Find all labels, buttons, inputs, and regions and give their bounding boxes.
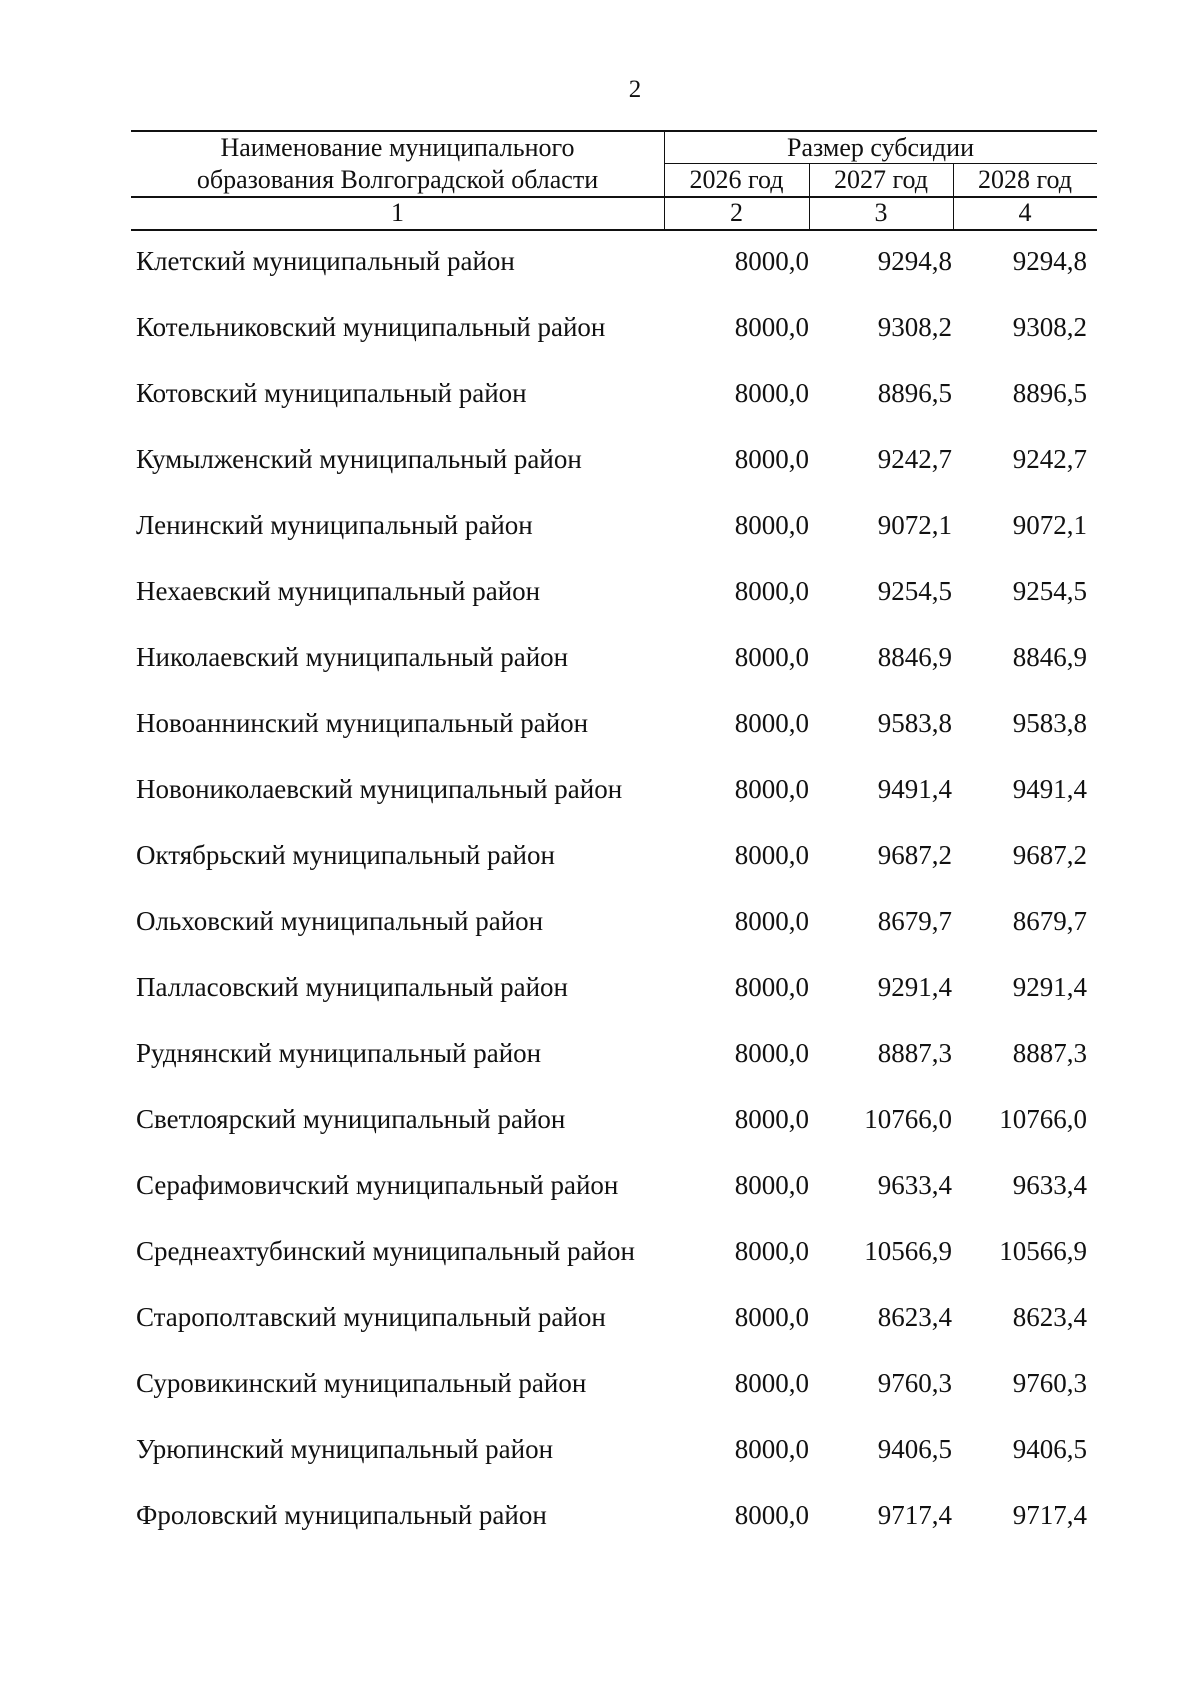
table-row (131, 1163, 1097, 1207)
row-value-2027: 9717,4 (877, 1500, 952, 1530)
table-row (131, 1493, 1097, 1537)
row-value-2026: 8000,0 (734, 1038, 809, 1068)
row-value-2026: 8000,0 (734, 1170, 809, 1200)
row-name: Светлоярский муниципальный район (136, 1104, 566, 1134)
row-value-2026: 8000,0 (734, 1500, 809, 1530)
table-header (131, 130, 1097, 230)
row-name: Руднянский муниципальный район (136, 1038, 542, 1068)
header-year-2026: 2026 год (689, 165, 784, 194)
row-value-2026: 8000,0 (734, 576, 809, 606)
row-value-2028: 9491,4 (1012, 774, 1087, 804)
row-value-2026: 8000,0 (734, 1302, 809, 1332)
row-value-2027: 8846,9 (877, 642, 952, 672)
row-name: Среднеахтубинский муниципальный район (136, 1236, 635, 1266)
row-name: Суровикинский муниципальный район (136, 1368, 587, 1398)
row-name: Старополтавский муниципальный район (136, 1302, 606, 1332)
row-value-2026: 8000,0 (734, 444, 809, 474)
row-value-2027: 9072,1 (877, 510, 952, 540)
row-value-2027: 8679,7 (877, 906, 952, 936)
row-value-2028: 8896,5 (1012, 378, 1087, 408)
row-name: Котовский муниципальный район (136, 378, 527, 408)
table-row (131, 239, 1097, 283)
row-value-2028: 10766,0 (999, 1104, 1087, 1134)
row-name: Котельниковский муниципальный район (136, 312, 606, 342)
row-name: Ольховский муниципальный район (136, 906, 544, 936)
table-row (131, 503, 1097, 547)
table-row (131, 1295, 1097, 1339)
table-row (131, 1097, 1097, 1141)
row-name: Николаевский муниципальный район (136, 642, 569, 672)
row-name: Урюпинский муниципальный район (136, 1434, 554, 1464)
row-name: Октябрьский муниципальный район (136, 840, 555, 870)
row-value-2027: 9687,2 (877, 840, 952, 870)
header-colnum-1: 1 (391, 198, 404, 227)
row-value-2028: 8679,7 (1012, 906, 1087, 936)
row-value-2027: 9491,4 (877, 774, 952, 804)
row-value-2026: 8000,0 (734, 972, 809, 1002)
row-name: Клетский муниципальный район (136, 246, 515, 276)
header-year-2027: 2027 год (834, 165, 928, 194)
header-colnum-4: 4 (1018, 198, 1032, 227)
table-row (131, 899, 1097, 943)
row-value-2028: 9254,5 (1012, 576, 1087, 606)
row-value-2027: 10566,9 (864, 1236, 952, 1266)
row-value-2028: 9291,4 (1012, 972, 1087, 1002)
row-value-2028: 9294,8 (1012, 246, 1087, 276)
header-year-2028: 2028 год (978, 165, 1072, 194)
table-row (131, 701, 1097, 745)
row-value-2026: 8000,0 (734, 1236, 809, 1266)
row-value-2028: 9717,4 (1012, 1500, 1087, 1530)
row-value-2028: 9633,4 (1012, 1170, 1087, 1200)
row-name: Фроловский муниципальный район (136, 1500, 547, 1530)
row-value-2028: 9760,3 (1012, 1368, 1087, 1398)
row-value-2027: 9760,3 (877, 1368, 952, 1398)
row-value-2027: 8896,5 (877, 378, 952, 408)
row-value-2026: 8000,0 (734, 1368, 809, 1398)
row-value-2028: 9242,7 (1012, 444, 1087, 474)
row-value-2026: 8000,0 (734, 774, 809, 804)
row-value-2027: 10766,0 (864, 1104, 952, 1134)
row-name: Новоаннинский муниципальный район (136, 708, 589, 738)
row-value-2027: 9308,2 (877, 312, 952, 342)
row-value-2027: 9583,8 (877, 708, 952, 738)
row-value-2026: 8000,0 (734, 708, 809, 738)
row-value-2026: 8000,0 (734, 510, 809, 540)
row-value-2026: 8000,0 (734, 642, 809, 672)
row-value-2027: 9242,7 (877, 444, 952, 474)
row-value-2027: 9406,5 (877, 1434, 952, 1464)
table-row (131, 965, 1097, 1009)
row-name: Кумылженский муниципальный район (136, 444, 582, 474)
row-value-2026: 8000,0 (734, 312, 809, 342)
header-name-line2: образования Волгоградской области (196, 165, 599, 194)
table-row (131, 1031, 1097, 1075)
table-row (131, 1229, 1097, 1273)
table-row (131, 833, 1097, 877)
row-value-2028: 9308,2 (1012, 312, 1087, 342)
row-value-2026: 8000,0 (734, 378, 809, 408)
row-value-2027: 9633,4 (877, 1170, 952, 1200)
header-name-line1: Наименование муниципального (220, 133, 575, 162)
row-value-2027: 9291,4 (877, 972, 952, 1002)
row-value-2026: 8000,0 (734, 1104, 809, 1134)
row-value-2027: 9254,5 (877, 576, 952, 606)
header-subsidy: Размер субсидии (787, 133, 974, 162)
row-value-2028: 8887,3 (1012, 1038, 1087, 1068)
table-row (131, 305, 1097, 349)
row-value-2027: 9294,8 (877, 246, 952, 276)
row-value-2026: 8000,0 (734, 246, 809, 276)
row-value-2026: 8000,0 (734, 906, 809, 936)
table-row (131, 1361, 1097, 1405)
header-colnum-3: 3 (874, 198, 888, 227)
table-row (131, 767, 1097, 811)
row-value-2026: 8000,0 (734, 840, 809, 870)
row-value-2028: 9687,2 (1012, 840, 1087, 870)
row-value-2028: 8623,4 (1012, 1302, 1087, 1332)
page-number: 2 (628, 76, 642, 103)
row-name: Ленинский муниципальный район (136, 510, 533, 540)
row-value-2028: 10566,9 (999, 1236, 1087, 1266)
row-value-2028: 9406,5 (1012, 1434, 1087, 1464)
row-value-2028: 9072,1 (1012, 510, 1087, 540)
row-value-2027: 8887,3 (877, 1038, 952, 1068)
row-value-2028: 8846,9 (1012, 642, 1087, 672)
table-row (131, 437, 1097, 481)
row-name: Серафимовичский муниципальный район (136, 1170, 619, 1200)
row-name: Нехаевский муниципальный район (136, 576, 541, 606)
table-row (131, 371, 1097, 415)
row-value-2027: 8623,4 (877, 1302, 952, 1332)
table-row (131, 1427, 1097, 1471)
row-value-2026: 8000,0 (734, 1434, 809, 1464)
row-value-2028: 9583,8 (1012, 708, 1087, 738)
header-colnum-2: 2 (730, 198, 743, 227)
table-row (131, 635, 1097, 679)
row-name: Новониколаевский муниципальный район (136, 774, 623, 804)
row-name: Палласовский муниципальный район (136, 972, 568, 1002)
table-row (131, 569, 1097, 613)
